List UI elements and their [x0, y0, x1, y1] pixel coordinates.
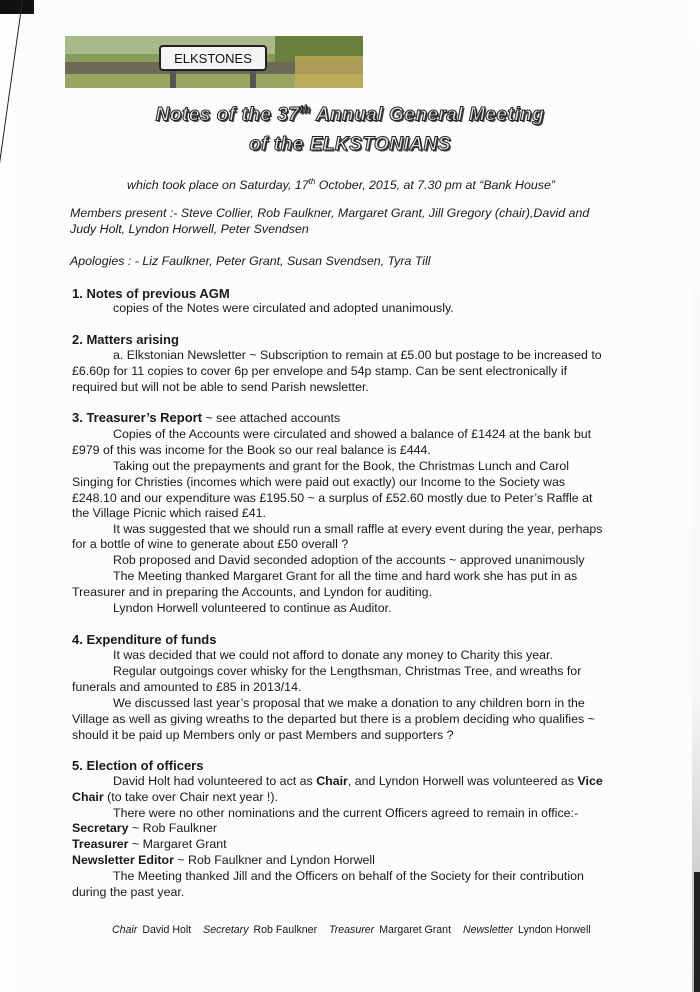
footer-role: Treasurer	[329, 924, 375, 936]
meeting-details-sup: th	[308, 177, 316, 186]
footer-name: Margaret Grant	[379, 924, 452, 936]
officer-newsletter-editor	[72, 853, 375, 868]
section-text: funerals and amounted to £85 in 2013/14.	[72, 680, 302, 694]
document-title-line1	[0, 104, 700, 126]
bold-role: Chair	[316, 774, 348, 788]
section-text: the Village Picnic which raised £41.	[72, 506, 267, 520]
officer-treasurer	[72, 837, 227, 852]
bold-role: Vice	[577, 774, 603, 788]
footer-role: Newsletter	[462, 924, 514, 936]
text: David Holt had volunteered to act as	[113, 774, 317, 788]
heading-suffix: ~ see attached accounts	[202, 411, 341, 425]
section-text: required but will not be able to send Parish newsletter.	[72, 380, 369, 394]
officer-secretary	[72, 821, 217, 836]
section-text: It was suggested that we should run a small raffle at every event during the year, perhaps	[113, 522, 603, 536]
section-text: Taking out the prepayments and grant for the Book, the Christmas Lunch and Carol	[113, 459, 569, 473]
scan-corner-shadow	[0, 0, 34, 14]
section-text: We discussed last year’s proposal that we make a donation to any children born in the	[113, 696, 585, 710]
section-heading-matters-arising: 2. Matters arising	[72, 332, 179, 347]
officer-label: Treasurer	[72, 837, 129, 851]
officer-value: ~ Rob Faulkner and Lyndon Horwell	[173, 853, 375, 867]
scan-edge-shadow	[694, 872, 700, 992]
text: (to take over Chair next year !).	[103, 790, 278, 804]
section-text: £248.10 and our expenditure was £195.50 ~ a surplus of £52.60 mostly due to Peter’s Raffle at	[72, 491, 593, 505]
heading-text: 3. Treasurer’s Report	[72, 410, 203, 425]
village-sign-text: ELKSTONES	[174, 51, 252, 66]
members-present-line2: Judy Holt, Lyndon Horwell, Peter Svendsen	[70, 222, 309, 236]
section-text: £979 of this was income for the Book so our real balance is £444.	[72, 443, 431, 457]
section-text: Treasurer and in preparing the Accounts, and Lyndon for auditing.	[72, 585, 433, 599]
election-line1	[113, 774, 603, 789]
section-heading-expenditure: 4. Expenditure of funds	[72, 632, 217, 647]
meeting-details-text: which took place on Saturday, 17	[127, 178, 309, 193]
title-text: Notes of the 37	[155, 104, 300, 126]
election-line2	[72, 790, 278, 805]
election-closing-line2: during the past year.	[72, 885, 185, 899]
bold-role: Chair	[72, 790, 104, 804]
section-text: for a bottle of wine to generate about £50 overall ?	[72, 537, 349, 551]
title-text-rest: Annual General Meeting	[310, 104, 545, 126]
footer-role: Secretary	[203, 924, 249, 936]
meeting-details	[127, 174, 555, 193]
text: , and Lyndon Horwell was volunteered as	[347, 774, 578, 788]
footer-role: Chair	[112, 924, 138, 936]
section-text: Lyndon Horwell volunteered to continue as Auditor.	[113, 601, 392, 615]
apologies: Apologies : - Liz Faulkner, Peter Grant, Susan Svendsen, Tyra Till	[70, 254, 431, 268]
section-text: Copies of the Accounts were circulated and showed a balance of £1424 at the bank but	[113, 427, 592, 441]
section-heading-treasurers-report	[72, 410, 340, 426]
section-heading-previous-agm: 1. Notes of previous AGM	[72, 286, 230, 301]
election-line3: There were no other nominations and the current Officers agreed to remain in office:-	[113, 806, 579, 820]
section-text: should it be paid up Members only or past Members and supporters ?	[72, 728, 454, 742]
section-text: a. Elkstonian Newsletter ~ Subscription to remain at £5.00 but postage to be increased to	[113, 348, 602, 362]
members-present-line1: Members present :- Steve Collier, Rob Faulkner, Margaret Grant, Jill Gregory (chair),David and	[70, 206, 590, 220]
section-text: Rob proposed and David seconded adoption of the accounts ~ approved unanimously	[113, 553, 585, 567]
election-closing-line1: The Meeting thanked Jill and the Officers on behalf of the Society for their contribution	[113, 869, 584, 883]
footer-name: Lyndon Horwell	[518, 924, 591, 936]
section-text: The Meeting thanked Margaret Grant for all the time and hard work she has put in as	[113, 569, 578, 583]
title-superscript: th	[299, 104, 311, 116]
footer-name: David Holt	[142, 924, 192, 936]
section-heading-election: 5. Election of officers	[72, 758, 204, 773]
village-sign-photo	[65, 36, 363, 88]
officer-value: ~ Rob Faulkner	[128, 821, 218, 835]
officer-value: ~ Margaret Grant	[128, 837, 227, 851]
section-text: Singing for Christies (incomes which were paid out exactly) our Income to the Society was	[72, 475, 566, 489]
section-text: Regular outgoings cover whisky for the Lengthsman, Christmas Tree, and wreaths for	[113, 664, 582, 678]
section-text: Village as well as giving wreaths to the departed but there is a problem deciding who qualifies ~	[72, 712, 595, 726]
section-text: It was decided that we could not afford to donate any money to Charity this year.	[113, 648, 553, 662]
officers-footer	[112, 924, 600, 936]
officer-label: Secretary	[72, 821, 129, 835]
footer-name: Rob Faulkner	[253, 924, 318, 936]
section-text: £6.60p for 11 copies to cover 6p per envelope and 54p stamp. Can be sent electronically if	[72, 364, 568, 378]
document-title-line2: of the ELKSTONIANS	[249, 134, 451, 155]
section-text: copies of the Notes were circulated and adopted unanimously.	[113, 301, 454, 315]
officer-label: Newsletter Editor	[72, 853, 174, 867]
meeting-details-rest: October, 2015, at 7.30 pm at “Bank House”	[315, 178, 555, 193]
